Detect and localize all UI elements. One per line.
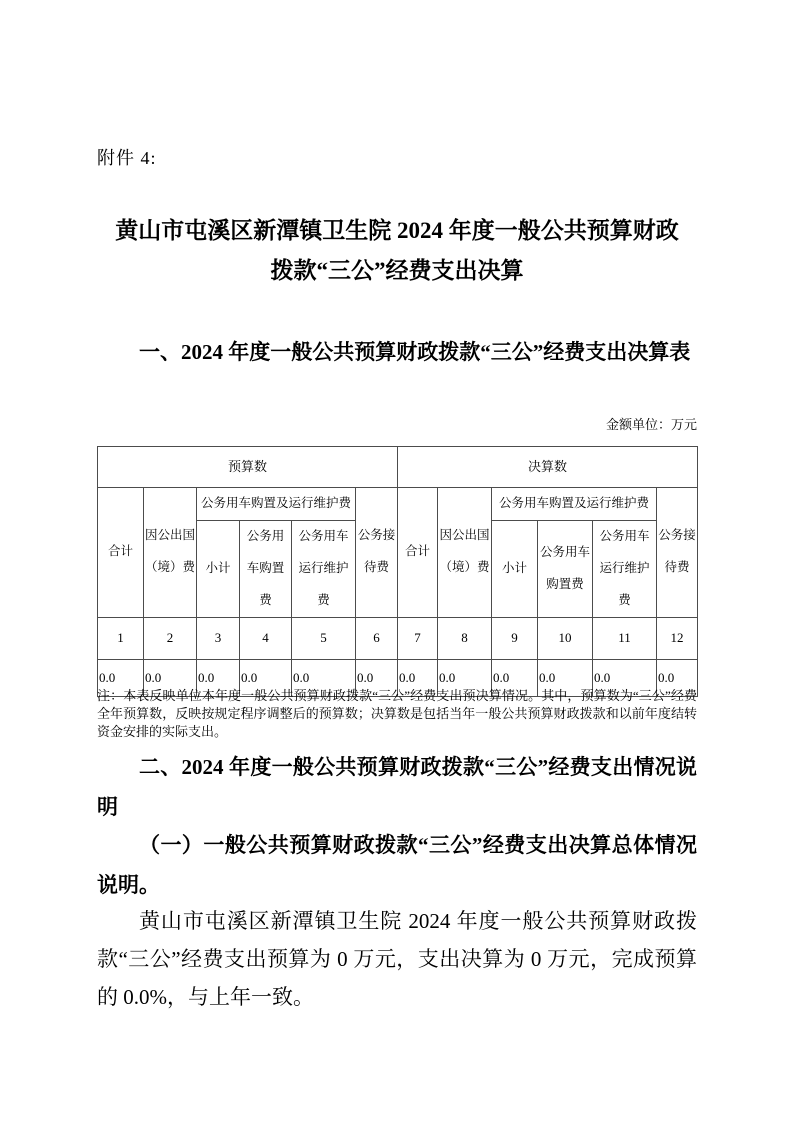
column-number: 10 [538, 617, 593, 659]
col-header-purchase-budget: 公务用车购置费 [240, 520, 292, 617]
column-number: 9 [492, 617, 538, 659]
value-cell: 0.0 [538, 659, 593, 696]
col-header-reception-budget: 公务接待费 [356, 488, 398, 618]
col-header-subtotal-budget: 小计 [197, 520, 240, 617]
value-cell: 0.0 [197, 659, 240, 696]
column-number: 11 [593, 617, 657, 659]
col-header-maintenance-final: 公务用车运行维护费 [593, 520, 657, 617]
column-number: 5 [292, 617, 356, 659]
col-header-total-final: 合计 [398, 488, 438, 618]
table-note: 注：本表反映单位本年度一般公共预算财政拨款“三公”经费支出预决算情况。其中，预算数为“三公”经费全年预算数，反映按规定程序调整后的预算数；决算数是包括当年一般公共预算财政拨款和以前年度结转资金安排的实际支出。 [97, 688, 697, 739]
table-row-main-headers [98, 488, 698, 521]
value-cell: 0.0 [144, 659, 197, 696]
value-cell: 0.0 [492, 659, 538, 696]
attachment-label: 附件 4: [97, 148, 157, 168]
table-row-column-numbers [98, 617, 698, 659]
value-cell: 0.0 [593, 659, 657, 696]
column-number: 2 [144, 617, 197, 659]
column-number: 3 [197, 617, 240, 659]
col-header-purchase-final: 公务用车购置费 [538, 520, 593, 617]
value-cell: 0.0 [398, 659, 438, 696]
col-header-vehicle-group-budget: 公务用车购置及运行维护费 [197, 488, 356, 521]
value-cell: 0.0 [292, 659, 356, 696]
column-number: 8 [438, 617, 492, 659]
sub-heading-one: （一）一般公共预算财政拨款“三公”经费支出决算总体情况说明。 [97, 833, 697, 897]
document-title [97, 211, 697, 291]
col-header-subtotal-final: 小计 [492, 520, 538, 617]
amount-unit-label: 金额单位：万元 [605, 417, 697, 432]
section-one-heading: 一、2024 年度一般公共预算财政拨款“三公”经费支出决算表 [139, 340, 691, 364]
value-cell: 0.0 [240, 659, 292, 696]
value-cell: 0.0 [98, 659, 144, 696]
column-number: 6 [356, 617, 398, 659]
value-cell: 0.0 [657, 659, 698, 696]
section-two-heading: 二、2024 年度一般公共预算财政拨款“三公”经费支出情况说明 [97, 755, 697, 819]
value-cell: 0.0 [438, 659, 492, 696]
column-number: 7 [398, 617, 438, 659]
three-public-expense-table [97, 446, 698, 697]
col-header-total-budget: 合计 [98, 488, 144, 618]
column-number: 12 [657, 617, 698, 659]
body-paragraph: 黄山市屯溪区新潭镇卫生院 2024 年度一般公共预算财政拨款“三公”经费支出预算为 0 万元，支出决算为 0 万元，完成预算的 0.0%，与上年一致。 [97, 909, 697, 1009]
col-header-maintenance-budget: 公务用车运行维护费 [292, 520, 356, 617]
value-cell: 0.0 [356, 659, 398, 696]
col-header-abroad-final: 因公出国（境）费 [438, 488, 492, 618]
col-header-abroad-budget: 因公出国（境）费 [144, 488, 197, 618]
column-number: 4 [240, 617, 292, 659]
column-number: 1 [98, 617, 144, 659]
document-title-text: 黄山市屯溪区新潭镇卫生院 2024 年度一般公共预算财政拨款“三公”经费支出决算 [115, 218, 679, 283]
group-header-budget: 预算数 [98, 447, 398, 488]
col-header-vehicle-group-final: 公务用车购置及运行维护费 [492, 488, 657, 521]
col-header-reception-final: 公务接待费 [657, 488, 698, 618]
group-header-final: 决算数 [398, 447, 698, 488]
table-row-group-headers [98, 447, 698, 488]
